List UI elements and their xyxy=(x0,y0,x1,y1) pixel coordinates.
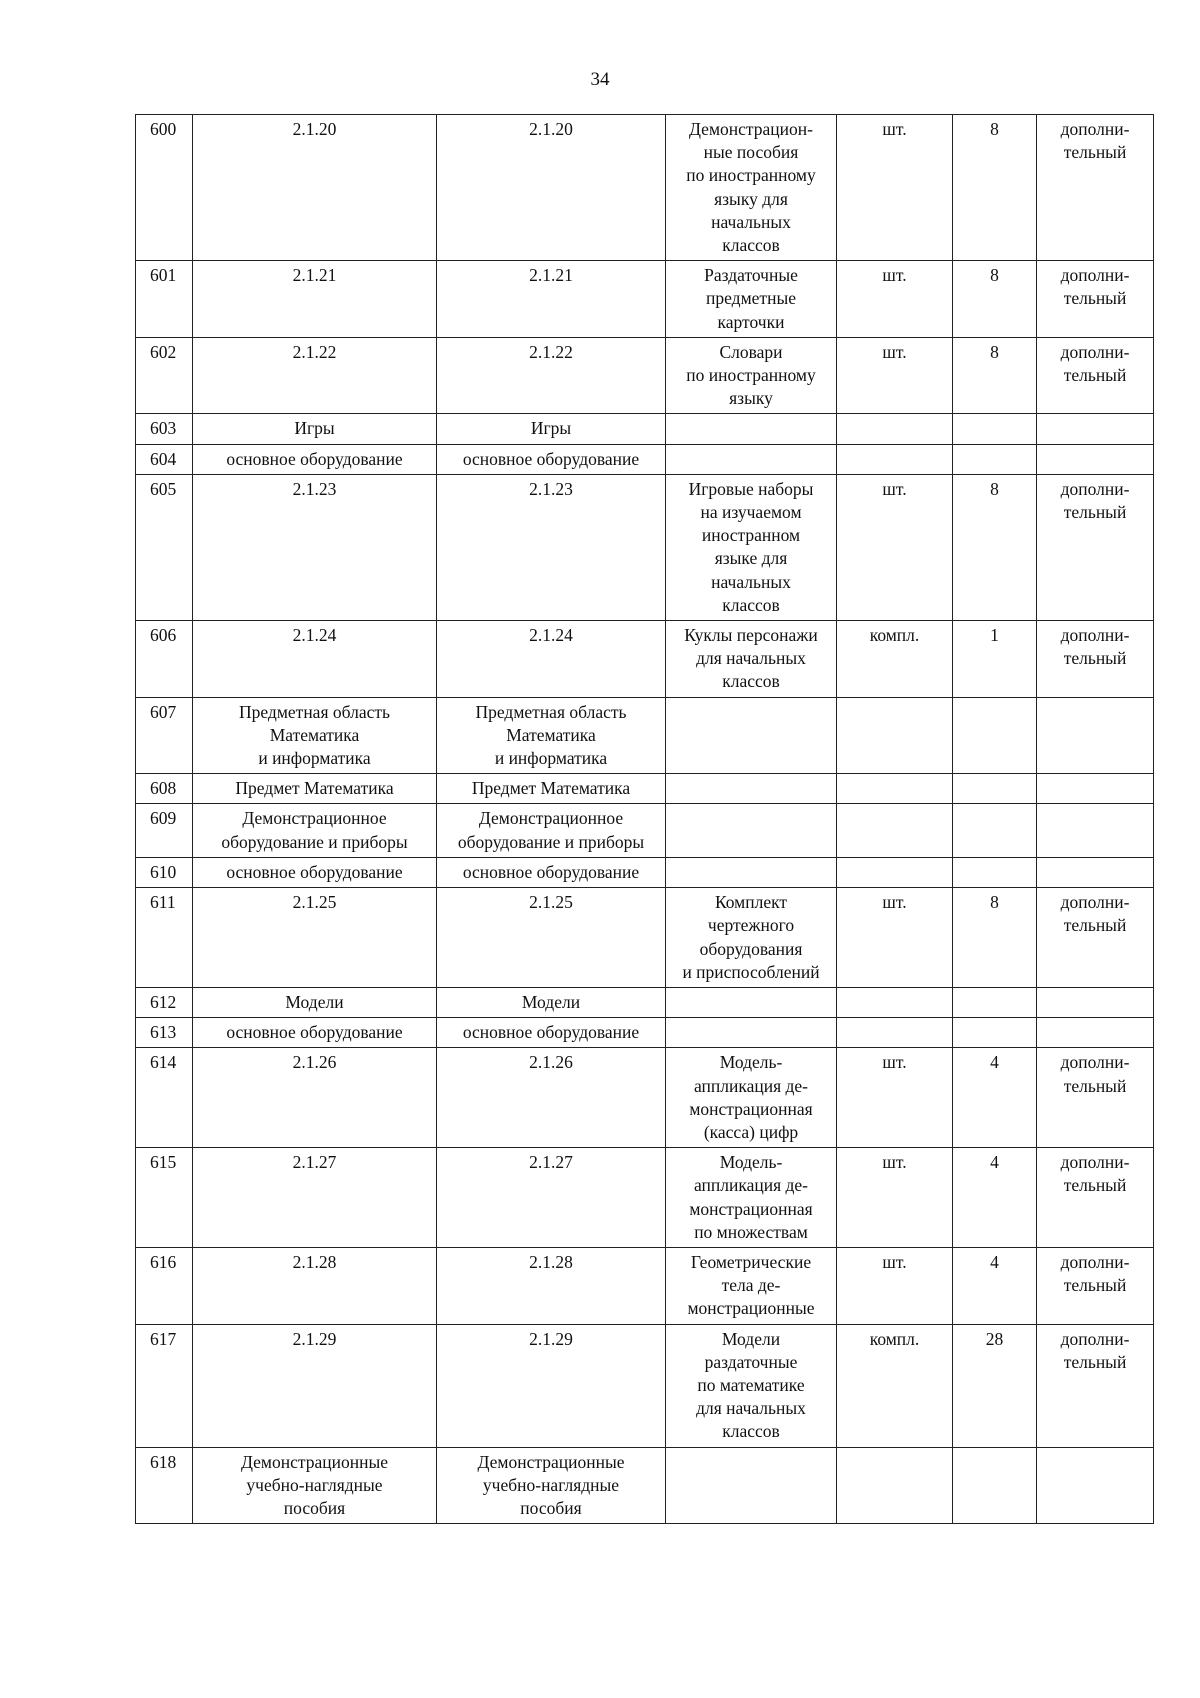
quantity-cell xyxy=(953,414,1037,444)
code-cell: 2.1.25 xyxy=(193,888,437,988)
type-cell: дополни- тельный xyxy=(1037,474,1154,620)
type-cell xyxy=(1037,987,1154,1017)
unit-cell xyxy=(837,697,953,774)
row-number-cell: 607 xyxy=(136,697,193,774)
quantity-cell: 8 xyxy=(953,337,1037,414)
row-number-cell: 612 xyxy=(136,987,193,1017)
code-alt-cell: основное оборудование xyxy=(437,444,666,474)
quantity-cell: 8 xyxy=(953,115,1037,261)
type-cell: дополни- тельный xyxy=(1037,1247,1154,1324)
type-cell xyxy=(1037,414,1154,444)
quantity-cell xyxy=(953,987,1037,1017)
row-number-cell: 611 xyxy=(136,888,193,988)
unit-cell xyxy=(837,1018,953,1048)
unit-cell: шт. xyxy=(837,337,953,414)
code-cell: 2.1.26 xyxy=(193,1048,437,1148)
quantity-cell: 8 xyxy=(953,261,1037,338)
code-alt-cell: 2.1.21 xyxy=(437,261,666,338)
quantity-cell xyxy=(953,444,1037,474)
row-number-cell: 605 xyxy=(136,474,193,620)
unit-cell: шт. xyxy=(837,1048,953,1148)
code-cell: Предмет Математика xyxy=(193,774,437,804)
unit-cell xyxy=(837,1447,953,1524)
table-row xyxy=(136,1148,1154,1248)
item-name-cell: Комплект чертежного оборудования и приспособлений xyxy=(666,888,837,988)
unit-cell: шт. xyxy=(837,261,953,338)
quantity-cell: 1 xyxy=(953,621,1037,698)
quantity-cell xyxy=(953,1447,1037,1524)
code-cell: Игры xyxy=(193,414,437,444)
code-alt-cell: Модели xyxy=(437,987,666,1017)
table-row xyxy=(136,697,1154,774)
quantity-cell: 8 xyxy=(953,888,1037,988)
code-cell: 2.1.27 xyxy=(193,1148,437,1248)
unit-cell xyxy=(837,857,953,887)
code-alt-cell: 2.1.28 xyxy=(437,1247,666,1324)
type-cell: дополни- тельный xyxy=(1037,337,1154,414)
unit-cell: шт. xyxy=(837,115,953,261)
code-alt-cell: 2.1.29 xyxy=(437,1324,666,1447)
unit-cell: компл. xyxy=(837,1324,953,1447)
table-row xyxy=(136,1247,1154,1324)
quantity-cell: 4 xyxy=(953,1148,1037,1248)
type-cell xyxy=(1037,1447,1154,1524)
code-cell: основное оборудование xyxy=(193,1018,437,1048)
code-cell: Предметная область Математика и информатика xyxy=(193,697,437,774)
code-cell: 2.1.21 xyxy=(193,261,437,338)
type-cell: дополни- тельный xyxy=(1037,115,1154,261)
item-name-cell: Демонстрацион- ные пособия по иностранному языку для начальных классов xyxy=(666,115,837,261)
item-name-cell: Модель- аппликация де- монстрационная по множествам xyxy=(666,1148,837,1248)
code-alt-cell: Игры xyxy=(437,414,666,444)
item-name-cell xyxy=(666,444,837,474)
table-row xyxy=(136,774,1154,804)
item-name-cell: Словари по иностранному языку xyxy=(666,337,837,414)
table-row xyxy=(136,987,1154,1017)
code-alt-cell: Демонстрационное оборудование и приборы xyxy=(437,804,666,857)
table-row xyxy=(136,1018,1154,1048)
code-alt-cell: 2.1.22 xyxy=(437,337,666,414)
item-name-cell xyxy=(666,1447,837,1524)
code-cell: 2.1.20 xyxy=(193,115,437,261)
item-name-cell: Геометрические тела де- монстрационные xyxy=(666,1247,837,1324)
item-name-cell: Модели раздаточные по математике для начальных классов xyxy=(666,1324,837,1447)
type-cell xyxy=(1037,444,1154,474)
row-number-cell: 615 xyxy=(136,1148,193,1248)
table-body xyxy=(136,115,1154,1524)
page-number: 34 xyxy=(590,69,610,90)
item-name-cell: Куклы персонажи для начальных классов xyxy=(666,621,837,698)
unit-cell: шт. xyxy=(837,474,953,620)
table-row xyxy=(136,621,1154,698)
item-name-cell xyxy=(666,1018,837,1048)
table-row xyxy=(136,1048,1154,1148)
quantity-cell xyxy=(953,857,1037,887)
type-cell: дополни- тельный xyxy=(1037,1324,1154,1447)
code-alt-cell: основное оборудование xyxy=(437,1018,666,1048)
item-name-cell xyxy=(666,804,837,857)
code-cell: Демонстрационные учебно-наглядные пособия xyxy=(193,1447,437,1524)
code-cell: 2.1.28 xyxy=(193,1247,437,1324)
type-cell: дополни- тельный xyxy=(1037,1148,1154,1248)
code-cell: 2.1.29 xyxy=(193,1324,437,1447)
type-cell xyxy=(1037,857,1154,887)
unit-cell xyxy=(837,804,953,857)
type-cell: дополни- тельный xyxy=(1037,1048,1154,1148)
table-row xyxy=(136,414,1154,444)
code-cell: основное оборудование xyxy=(193,857,437,887)
unit-cell: шт. xyxy=(837,1148,953,1248)
item-name-cell: Раздаточные предметные карточки xyxy=(666,261,837,338)
quantity-cell: 8 xyxy=(953,474,1037,620)
table-row xyxy=(136,115,1154,261)
table-row xyxy=(136,261,1154,338)
code-cell: 2.1.23 xyxy=(193,474,437,620)
table-row xyxy=(136,474,1154,620)
type-cell: дополни- тельный xyxy=(1037,261,1154,338)
quantity-cell: 4 xyxy=(953,1048,1037,1148)
unit-cell: компл. xyxy=(837,621,953,698)
row-number-cell: 608 xyxy=(136,774,193,804)
row-number-cell: 600 xyxy=(136,115,193,261)
type-cell xyxy=(1037,697,1154,774)
unit-cell xyxy=(837,774,953,804)
code-cell: Демонстрационное оборудование и приборы xyxy=(193,804,437,857)
row-number-cell: 604 xyxy=(136,444,193,474)
table-row xyxy=(136,804,1154,857)
code-cell: основное оборудование xyxy=(193,444,437,474)
table-row xyxy=(136,444,1154,474)
item-name-cell xyxy=(666,987,837,1017)
quantity-cell xyxy=(953,774,1037,804)
table-row xyxy=(136,888,1154,988)
type-cell xyxy=(1037,1018,1154,1048)
row-number-cell: 602 xyxy=(136,337,193,414)
quantity-cell: 28 xyxy=(953,1324,1037,1447)
item-name-cell: Игровые наборы на изучаемом иностранном языке для начальных классов xyxy=(666,474,837,620)
code-alt-cell: 2.1.27 xyxy=(437,1148,666,1248)
item-name-cell xyxy=(666,697,837,774)
unit-cell xyxy=(837,414,953,444)
unit-cell: шт. xyxy=(837,1247,953,1324)
row-number-cell: 606 xyxy=(136,621,193,698)
type-cell: дополни- тельный xyxy=(1037,621,1154,698)
item-name-cell: Модель- аппликация де- монстрационная (касса) цифр xyxy=(666,1048,837,1148)
row-number-cell: 614 xyxy=(136,1048,193,1148)
code-alt-cell: 2.1.20 xyxy=(437,115,666,261)
type-cell: дополни- тельный xyxy=(1037,888,1154,988)
code-alt-cell: 2.1.24 xyxy=(437,621,666,698)
unit-cell xyxy=(837,987,953,1017)
item-name-cell xyxy=(666,414,837,444)
code-alt-cell: 2.1.26 xyxy=(437,1048,666,1148)
type-cell xyxy=(1037,774,1154,804)
code-cell: 2.1.24 xyxy=(193,621,437,698)
code-cell: Модели xyxy=(193,987,437,1017)
row-number-cell: 616 xyxy=(136,1247,193,1324)
code-alt-cell: 2.1.25 xyxy=(437,888,666,988)
quantity-cell xyxy=(953,804,1037,857)
row-number-cell: 601 xyxy=(136,261,193,338)
unit-cell: шт. xyxy=(837,888,953,988)
code-alt-cell: Демонстрационные учебно-наглядные пособия xyxy=(437,1447,666,1524)
type-cell xyxy=(1037,804,1154,857)
quantity-cell xyxy=(953,697,1037,774)
row-number-cell: 618 xyxy=(136,1447,193,1524)
row-number-cell: 609 xyxy=(136,804,193,857)
quantity-cell xyxy=(953,1018,1037,1048)
row-number-cell: 603 xyxy=(136,414,193,444)
table-row xyxy=(136,337,1154,414)
code-alt-cell: Предметная область Математика и информатика xyxy=(437,697,666,774)
item-name-cell xyxy=(666,774,837,804)
table-row xyxy=(136,1324,1154,1447)
row-number-cell: 617 xyxy=(136,1324,193,1447)
row-number-cell: 613 xyxy=(136,1018,193,1048)
quantity-cell: 4 xyxy=(953,1247,1037,1324)
unit-cell xyxy=(837,444,953,474)
code-alt-cell: 2.1.23 xyxy=(437,474,666,620)
table-row xyxy=(136,857,1154,887)
row-number-cell: 610 xyxy=(136,857,193,887)
code-cell: 2.1.22 xyxy=(193,337,437,414)
code-alt-cell: основное оборудование xyxy=(437,857,666,887)
item-name-cell xyxy=(666,857,837,887)
code-alt-cell: Предмет Математика xyxy=(437,774,666,804)
table-row xyxy=(136,1447,1154,1524)
equipment-table xyxy=(135,114,1154,1524)
